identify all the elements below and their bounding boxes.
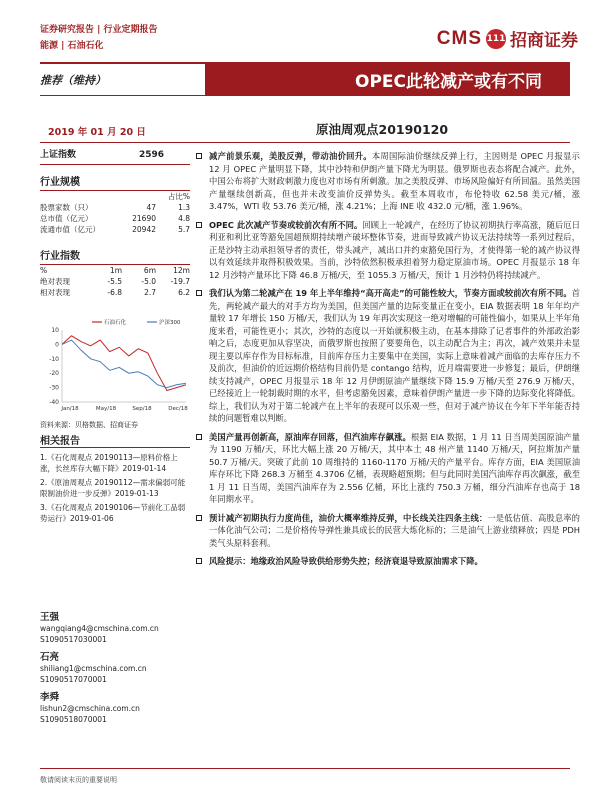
scale-key: 总市值（亿元）	[40, 214, 93, 223]
scale-header	[40, 191, 190, 202]
perf-header	[40, 265, 190, 276]
body-paragraph	[196, 555, 580, 568]
title-banner	[40, 62, 570, 96]
paragraph-text: 一是低估值、高股息率的一体化油气公司；二是价格传导弹性兼具成长的民营大炼化标的；三是油气上游业绩释放；四是 PDH 类气头原料套利。	[209, 512, 580, 548]
scale-row	[40, 224, 190, 235]
paragraph-lead: 美国产量再创新高，原油库存回落，但汽油库存飙涨。	[209, 431, 411, 442]
analyst-name: 石亮	[40, 652, 60, 663]
broker-logo	[437, 26, 578, 51]
perf-col: 1m	[109, 266, 122, 275]
paragraph-lead: 预计减产初期执行力度尚佳，油价大概率维持反弹，中长线关注四条主线：	[209, 512, 488, 523]
scale-title: 行业规模	[40, 171, 190, 191]
logo-cn: 招商证券	[510, 31, 578, 51]
perf-col: 6m	[143, 266, 156, 275]
index-row	[40, 150, 190, 165]
related-item[interactable]: 1.《石化周观点 20190113—原料价格上涨，长丝库存大幅下降》2019-01-14	[40, 453, 178, 473]
analyst-id: S1090517070001	[40, 675, 107, 684]
perf-key: 相对表现	[40, 288, 70, 297]
perf-col: %	[40, 266, 48, 275]
x-tick-label: May/18	[95, 406, 117, 412]
body-paragraph	[196, 431, 580, 506]
logo-cms: CMS	[436, 27, 482, 49]
paragraph-text: 首先，两轮减产最大的对手方均为美国，但美国产量的边际变量正在变小，EIA 数据表明 18 年年均产量较 17 年增长 150 万桶/天，我们认为 19 年再次实现这一绝对增幅的可能性偏小，如果从上半年角度来看，可能性更小；其次，沙特的态度以一开始就积极主动，在基本排除了记者事件的外部政治影响之后，态度更加从容坚决，而俄罗斯也按照了要要角色，以主动配合为主；再次，减产效果并未显现主要以库存作为目标标准，目前库存压力主要集中在美国，实际上意味着减产面临的去库存压力不及前次，但油价的近远期价格结构目前仍是 contango 结构，近月端需要进一步修复；最后，伊朗继续支持减产，OPEC 月报显示 18 年 12 月伊朗原油产量继续下降 15.9 万桶/天至 276.9 万桶/天，已经接近上一轮制裁时期的水平，但考虑豁免因素，意味着伊朗产量进一步下降的边际变化将降低。综上，我们认为对于第二轮减产在上半年的表现可以乐观一些，但对于减产协议在今年下半年能否持续的问题暂难以判断。	[209, 288, 580, 423]
scale-table	[40, 202, 190, 235]
body-paragraph	[196, 287, 580, 425]
perf-1m: -6.8	[107, 288, 122, 297]
perf-title: 行业指数	[40, 245, 190, 265]
y-tick-label: -40	[49, 399, 59, 406]
paragraph-lead: OPEC 此次减产节奏或较前次有所不同。	[209, 219, 363, 230]
paragraph-lead: 风险提示：地缘政治风险导致供给形势失控；经济衰退导致原油需求下降。	[209, 556, 483, 566]
analyst-id: S1090518070001	[40, 715, 107, 724]
perf-table	[40, 276, 190, 298]
scale-pct: 4.8	[178, 214, 190, 223]
legend-label: 石油石化	[104, 320, 127, 326]
y-tick-label: -10	[49, 355, 59, 363]
report-body	[196, 150, 580, 574]
body-paragraph	[196, 150, 580, 213]
perf-1m: -5.5	[107, 277, 122, 286]
analyst-name: 王强	[40, 612, 60, 623]
analyst-name: 李舜	[40, 692, 60, 703]
scale-value: 21690	[132, 214, 156, 223]
y-tick-label: 0	[55, 341, 59, 349]
related-title: 相关报告	[40, 436, 190, 448]
analyst-email[interactable]: shiliang1@cmschina.com.cn	[40, 664, 147, 673]
analyst-email[interactable]: lishun2@cmschina.com.cn	[40, 704, 140, 713]
bullet-icon	[196, 153, 202, 159]
bullet-icon	[196, 434, 202, 440]
body-paragraph	[196, 219, 580, 282]
rating: 推荐（维持）	[40, 62, 205, 96]
bullet-icon	[196, 558, 202, 564]
perf-6m: 2.7	[144, 288, 156, 297]
scale-key: 股票家数（只）	[40, 203, 93, 212]
scale-key: 流通市值（亿元）	[40, 225, 100, 234]
body-paragraph	[196, 512, 580, 550]
y-tick-label: 10	[51, 327, 59, 334]
perf-row	[40, 276, 190, 287]
logo-circle-icon: 111	[486, 29, 506, 49]
report-category: 证券研究报告 | 行业定期报告	[40, 25, 158, 35]
series-line	[62, 340, 186, 388]
scale-pct: 1.3	[178, 203, 190, 212]
series-line	[62, 336, 186, 391]
paragraph-text: 本周国际油价继续反弹上行，主因则是 OPEC 月报显示 12 月 OPEC 产量明显下降，其中沙特和伊朗产量下降尤为明显。俄罗斯也表态将配合减产。此外，中国公布将扩大财政刺激力度也对市场有所刺激。加之美股反弹、市场风险偏好有所回温。虽然美国产量继续创新高，但也并未改变油价反弹势头。截至本周收市，布伦特收 62.58 美元/桶，涨 3.47%，WTI 收 53.76 美元/桶，涨 4.21%；上海 INE 收 432.0 元/桶，涨 1.96%。	[209, 151, 580, 211]
perf-row	[40, 287, 190, 298]
related-item[interactable]: 3.《石化周观点 20190106—节前化工品弱势运行》2019-01-06	[40, 503, 186, 523]
analyst-email[interactable]: wangqiang4@cmschina.com.cn	[40, 624, 159, 633]
bullet-icon	[196, 290, 202, 296]
analyst-card	[40, 612, 190, 645]
bullet-icon	[196, 515, 202, 521]
report-subtitle: 原油周观点20190120	[316, 122, 449, 137]
perf-key: 绝对表现	[40, 277, 70, 286]
divider	[40, 142, 570, 143]
perf-12m: -19.7	[170, 277, 190, 286]
paragraph-lead: 减产前景乐观，美股反弹，带动油价回升。	[209, 151, 372, 161]
performance-chart	[40, 316, 190, 416]
scale-value: 47	[146, 203, 156, 212]
analyst-card	[40, 652, 190, 685]
footer-divider	[40, 768, 570, 769]
report-industry: 能源 | 石油石化	[40, 41, 104, 51]
sidebar	[40, 150, 190, 298]
report-title: OPEC此轮减产或有不同	[205, 62, 570, 96]
y-tick-label: -30	[49, 384, 59, 392]
bullet-icon	[196, 222, 202, 228]
perf-col: 12m	[173, 266, 190, 275]
index-value: 2596	[138, 150, 164, 160]
scale-row	[40, 213, 190, 224]
perf-12m: 6.2	[178, 288, 190, 297]
paragraph-text: 根据 EIA 数据，1 月 11 日当周美国原油产量为 1190 万桶/天，环比大幅上涨 20 万桶/天，其中本土 48 州产量 1140 万桶/天，阿拉斯加产量 50.7 万桶/天。突破了此前 10 周维持的 1160-1170 万桶/天的产量平台。库存方面，EIA 美国原油库存环比下降 268.3 万桶至 4.3706 亿桶，表现略超预期；但与此同时美国汽油库存再次飙涨，截至 1 月 11 日当周，美国汽油库存为 2.556 亿桶，环比上涨约 750.3 万桶，细分汽油库存也高于 18 年同期水平。	[209, 431, 580, 504]
analyst-id: S1090517030001	[40, 635, 107, 644]
chart-source: 资料来源：贝格数据、招商证券	[40, 421, 138, 429]
related-item[interactable]: 2.《原油周观点 20190112—需求偏弱可能限制油价进一步反弹》2019-01-13	[40, 478, 186, 498]
analyst-card	[40, 692, 190, 725]
report-date: 2019 年 01 月 20 日	[48, 127, 146, 138]
x-tick-label: Jan/18	[61, 406, 79, 412]
scale-pct: 5.7	[178, 225, 190, 234]
scale-value: 20942	[132, 225, 156, 234]
y-tick-label: -20	[49, 370, 59, 378]
related-reports	[40, 436, 190, 527]
report-header	[40, 22, 158, 54]
x-tick-label: Dec/18	[168, 406, 188, 412]
scale-row	[40, 202, 190, 213]
x-tick-label: Sep/18	[132, 406, 152, 412]
perf-6m: -5.0	[141, 277, 156, 286]
paragraph-lead: 我们认为第二轮减产在 19 年上半年维持“高开高走”的可能性较大，节奏方面或较前次有所不同。	[209, 288, 572, 298]
legend-label: 沪深300	[159, 320, 181, 326]
scale-col: 占比%	[167, 192, 190, 201]
footer-note: 敬请阅读末页的重要说明	[40, 776, 117, 784]
paragraph-text: 回顾上一轮减产，在经历了协议初期执行率高涨，随后厄日利亚和利比亚等豁免国超预期持续增产破坏整体节奏，进而导致减产协议无法持续等一系列过程后，正是沙特主动承担领导者的责任，带头减产，减出口并约束豁免国行为，才使得第一轮的减产协议得以有效延续并取得积极效果。当前，沙特依然积极承担着努力稳定原油市场。OPEC 月报显示 18 年 12 月沙特产量环比下降 46.8 万桶/天，至 1055.3 万桶/天，预计 1 月沙特仍将持续减产。	[209, 219, 580, 280]
index-label: 上证指数	[40, 150, 77, 160]
